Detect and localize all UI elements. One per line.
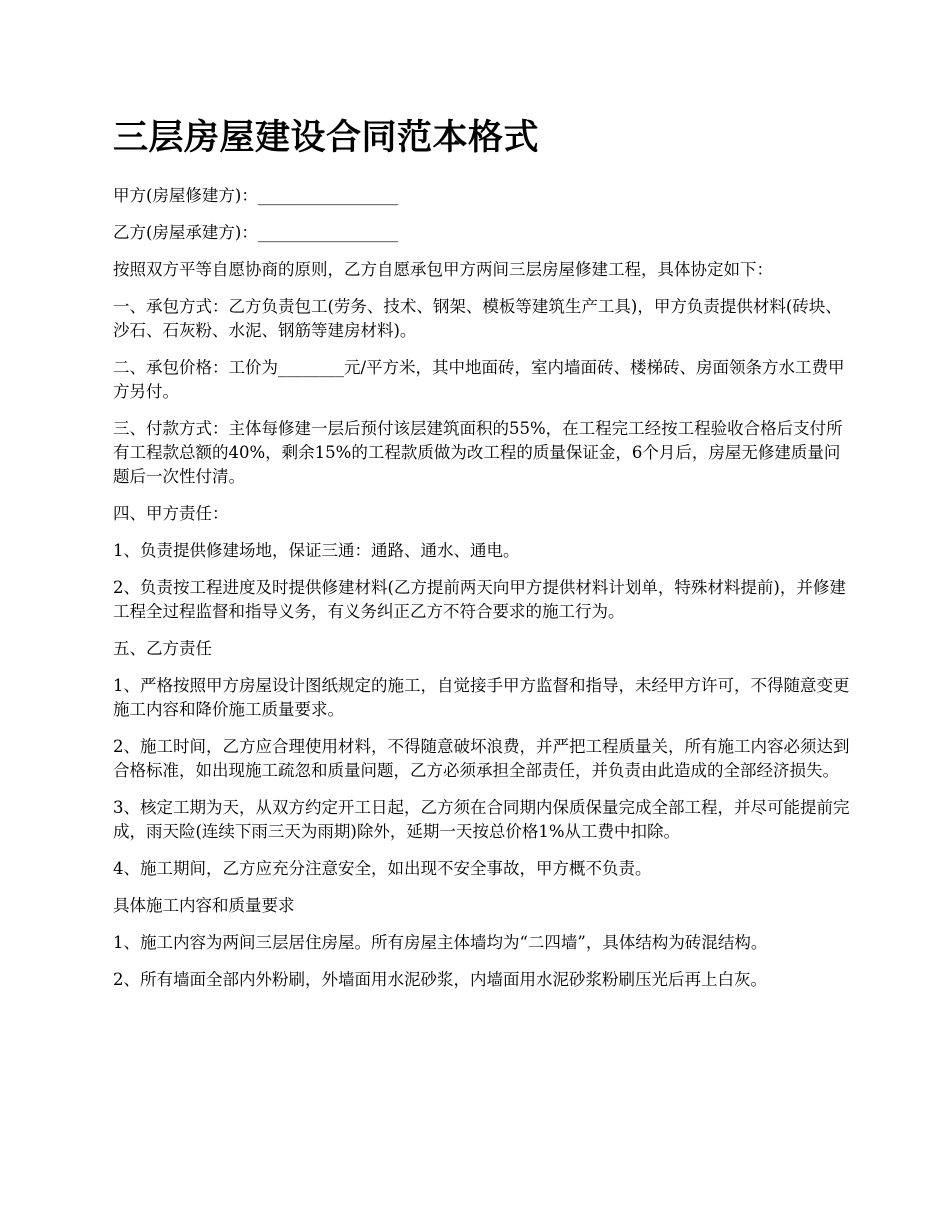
party-b-line: 乙方(房屋承建方)：_________________ (113, 223, 399, 242)
section-heading-party-b: 五、乙方责任 (113, 639, 212, 658)
intro-paragraph: 按照双方平等自愿协商的原则，乙方自愿承包甲方两间三层房屋修建工程，具体协定如下： (113, 260, 773, 279)
party-b-duty-2: 2、施工时间，乙方应合理使用材料，不得随意破坏浪费，并严把工程质量关，所有施工内容必须达到合格标准，如出现施工疏忽和质量问题，乙方必须承担全部责任，并负责由此造成的全部经济损失。 (113, 737, 850, 780)
party-b-duty-1: 1、严格按照甲方房屋设计图纸规定的施工，自觉接手甲方监督和指导，未经甲方许可，不得随意变更施工内容和降价施工质量要求。 (113, 676, 850, 719)
party-b-duty-4: 4、施工期间，乙方应充分注意安全，如出现不安全事故，甲方概不负责。 (113, 859, 652, 878)
document-title: 三层房屋建设合同范本格式 (113, 118, 540, 158)
party-a-line: 甲方(房屋修建方)：_________________ (113, 186, 399, 205)
clause-contract-method: 一、承包方式：乙方负责包工(劳务、技术、钢架、模板等建筑生产工具)，甲方负责提供材料(砖块、沙石、石灰粉、水泥、钢筋等建房材料)。 (113, 297, 842, 340)
clause-payment-method: 三、付款方式：主体每修建一层后预付该层建筑面积的55%，在工程完工经按工程验收合格后支付所有工程款总额的40%，剩余15%的工程款质做为改工程的质量保证金，6个月后，房屋无修建质量问题后一次性付清。 (113, 419, 843, 486)
construction-item-1: 1、施工内容为两间三层居住房屋。所有房屋主体墙均为“二四墙”，具体结构为砖混结构。 (113, 933, 768, 952)
section-heading-construction: 具体施工内容和质量要求 (113, 896, 295, 915)
construction-item-2: 2、所有墙面全部内外粉刷，外墙面用水泥砂浆，内墙面用水泥砂浆粉刷压光后再上白灰。 (113, 970, 767, 989)
party-b-duty-3: 3、核定工期为天，从双方约定开工日起，乙方须在合同期内保质保量完成全部工程，并尽可能提前完成，雨天险(连续下雨三天为雨期)除外，延期一天按总价格1%从工费中扣除。 (113, 798, 850, 841)
document-page (113, 118, 853, 1005)
section-heading-party-a: 四、甲方责任： (113, 504, 229, 523)
party-a-duty-1: 1、负责提供修建场地，保证三通：通路、通水、通电。 (113, 541, 520, 560)
clause-contract-price: 二、承包价格：工价为________元/平方米，其中地面砖，室内墙面砖、楼梯砖、房面领条方水工费甲方另付。 (113, 358, 845, 401)
party-a-duty-2: 2、负责按工程进度及时提供修建材料(乙方提前两天向甲方提供材料计划单，特殊材料提前)，并修建工程全过程监督和指导义务，有义务纠正乙方不符合要求的施工行为。 (113, 578, 846, 621)
